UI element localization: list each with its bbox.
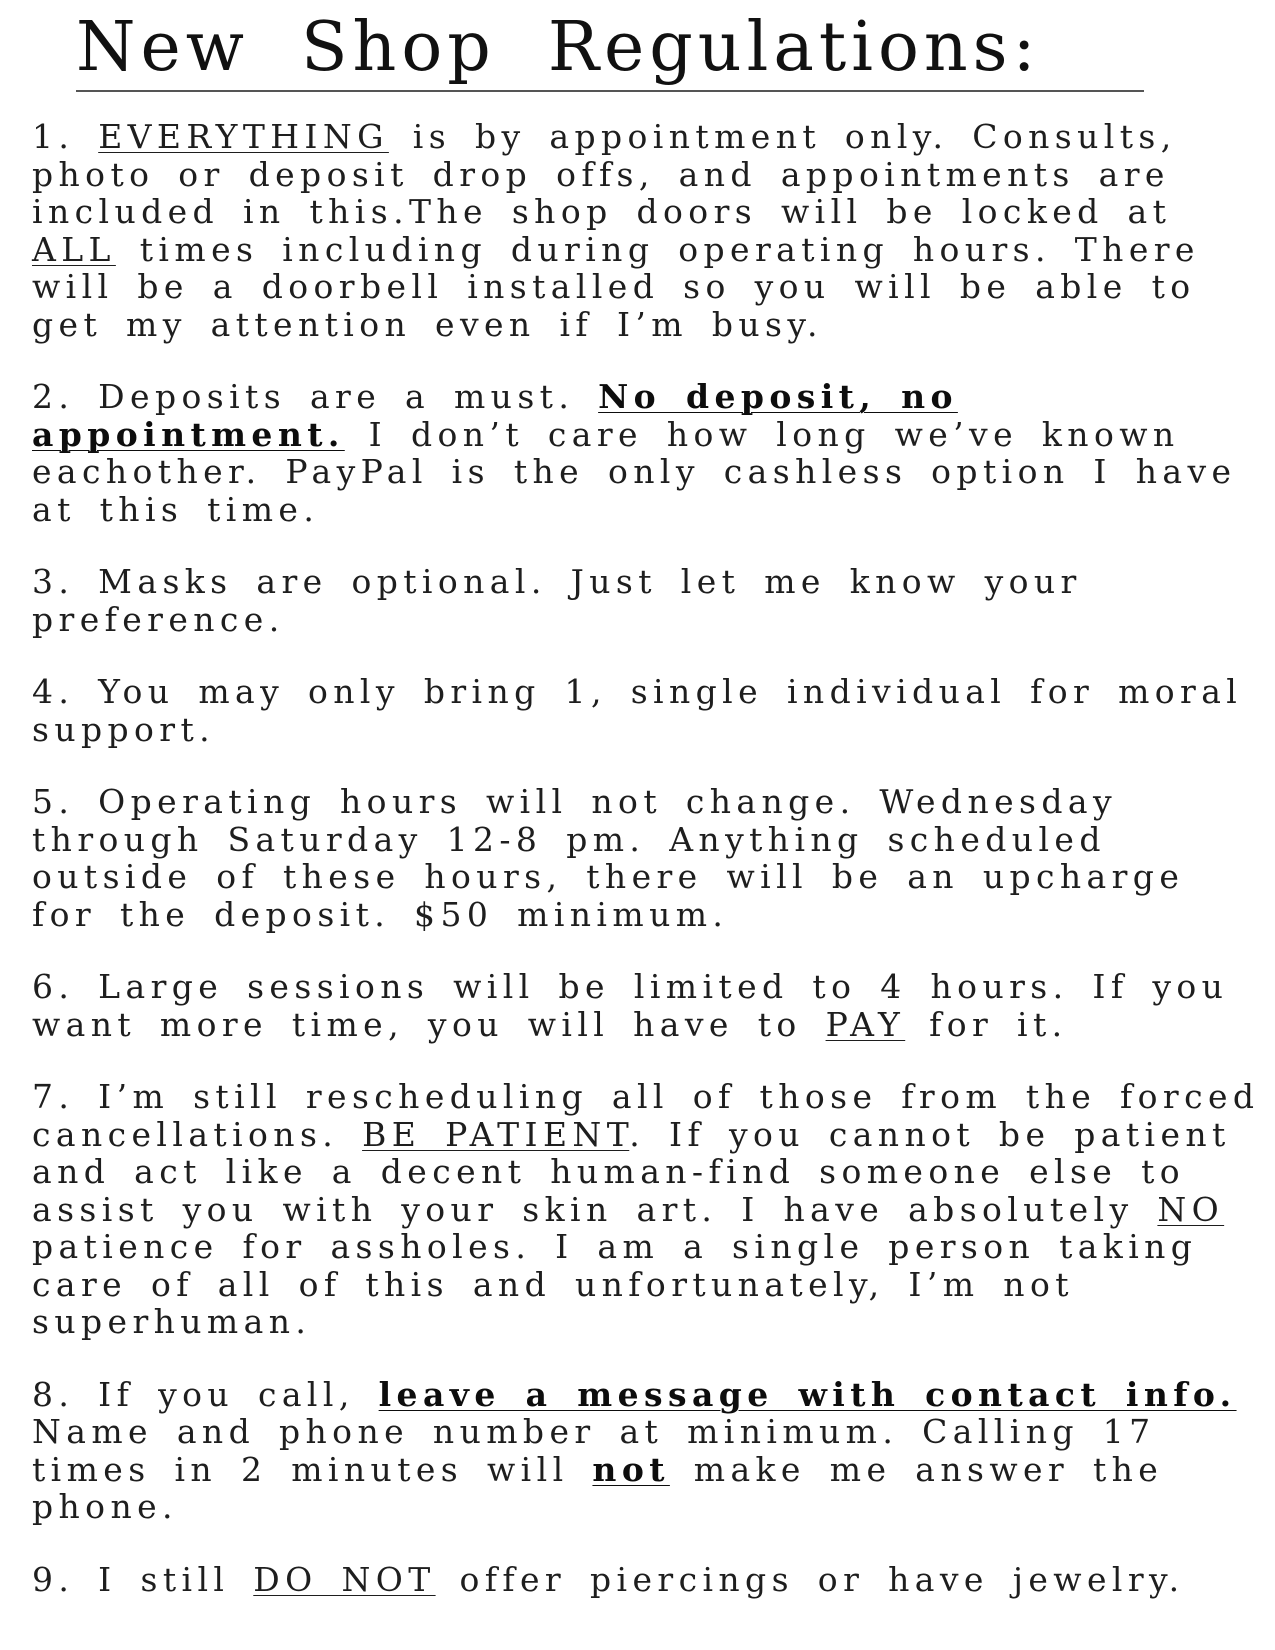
rule-text: offer piercings or have jewelry. xyxy=(435,1559,1185,1599)
emphasis-pay: PAY xyxy=(825,1004,906,1044)
rule-text: times including during operating hours. There will be a doorbell installed so you will be able to get my attention even if I’m busy. xyxy=(32,229,1200,344)
rule-text: Deposits are a must. xyxy=(74,377,599,416)
rule-text: is by appointment only. Consults, photo or deposit drop offs, and appointments are included in this.The shop doors will be locked at xyxy=(32,117,1177,231)
emphasis-no-deposit: No deposit, no appointment. xyxy=(32,377,958,454)
rule-text: Name and phone number at minimum. Calling 17 times in 2 minutes will xyxy=(32,1412,1156,1489)
emphasis-everything: EVERYTHING xyxy=(98,117,389,156)
rule-number: 6. xyxy=(32,967,75,1006)
title-word-regulations: Regulations: xyxy=(547,8,1041,87)
rule-text: You may only bring 1, single individual for moral support. xyxy=(32,672,1243,749)
emphasis-not: not xyxy=(592,1449,670,1489)
emphasis-be-patient: BE PATIENT xyxy=(362,1114,630,1154)
rule-5 xyxy=(32,783,1268,933)
rule-4 xyxy=(32,673,1268,748)
rule-text: I don’t care how long we’ve known eachother. PayPal is the only cashless option I have at this time. xyxy=(32,414,1237,529)
rule-9 xyxy=(32,1561,1268,1599)
rule-7 xyxy=(32,1078,1268,1341)
rule-3 xyxy=(32,563,1268,638)
rule-6 xyxy=(32,968,1268,1043)
rule-text: for it. xyxy=(905,1004,1068,1044)
rule-text: patience for assholes. I am a single person taking care of all of this and unfortunately, I’m not superhuman. xyxy=(32,1227,1198,1341)
rule-text: I still xyxy=(74,1559,254,1599)
rule-number: 3. xyxy=(32,562,75,601)
emphasis-no: NO xyxy=(1157,1189,1225,1229)
rules-list xyxy=(32,118,1268,1598)
emphasis-do-not: DO NOT xyxy=(253,1559,436,1599)
rule-number: 7. xyxy=(32,1077,75,1116)
rule-1 xyxy=(32,118,1268,343)
rule-number: 4. xyxy=(32,672,75,711)
title-word-new: New xyxy=(76,8,249,87)
rule-text: make me answer the phone. xyxy=(32,1449,1164,1526)
rule-text: Masks are optional. Just let me know your preference. xyxy=(32,562,1082,639)
title-word-shop: Shop xyxy=(300,8,496,87)
emphasis-all: ALL xyxy=(32,229,116,269)
rule-text: I’m still rescheduling all of those from the forced cancellations. xyxy=(32,1077,1260,1154)
rule-2 xyxy=(32,378,1268,528)
rule-text: . If you cannot be patient and act like a decent human-find someone else to assist you with your skin art. I have absolutely xyxy=(32,1114,1231,1229)
rule-number: 1. xyxy=(32,117,75,156)
rule-text: Large sessions will be limited to 4 hours. If you want more time, you will have to xyxy=(32,967,1229,1044)
page-title xyxy=(76,6,1144,92)
emphasis-leave-message: leave a message with contact info. xyxy=(378,1374,1237,1414)
rule-8 xyxy=(32,1376,1268,1526)
rule-text: If you call, xyxy=(74,1374,379,1414)
rule-number: 9. xyxy=(32,1559,75,1599)
rule-text: Operating hours will not change. Wednesday through Saturday 12-8 pm. Anything scheduled outside of these hours, there will be an upcharge for the deposit. $50 minimum. xyxy=(32,782,1185,934)
rule-number: 5. xyxy=(32,782,75,821)
rule-number: 8. xyxy=(32,1374,75,1414)
rule-number: 2. xyxy=(32,377,75,416)
